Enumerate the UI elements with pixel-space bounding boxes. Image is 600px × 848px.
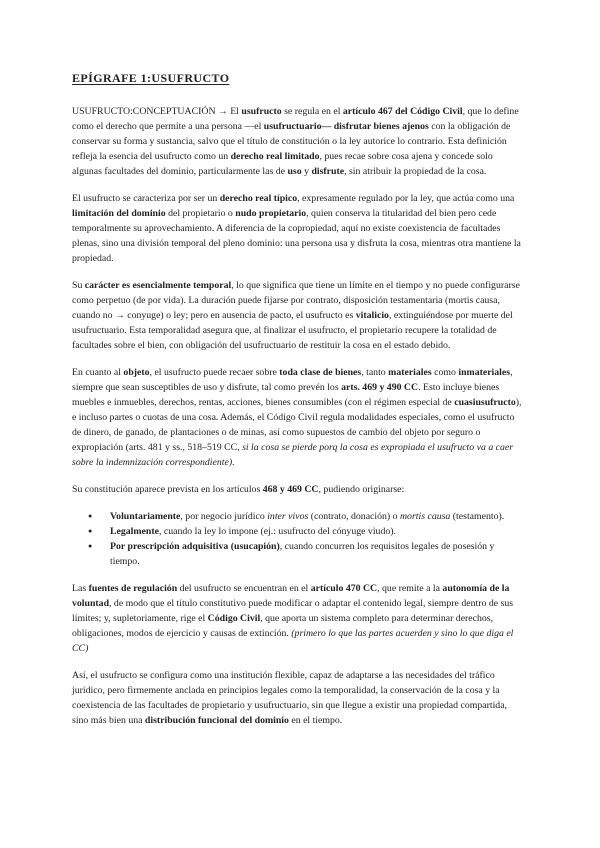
paragraph-constitution: Su constitución aparece prevista en los artículos 468 y 469 CC, pudiendo originarse: [72,484,405,495]
document-body [72,104,524,740]
paragraph-characteristics: El usufructo se caracteriza por ser un derecho real típico, expresamente regulado por la ley, que actúa como una limitación del dominio del propietario o nudo propietario, quien conserva la titularidad del bien pero cede temporalmente su aprovechamiento. A diferencia de la copropiedad, aquí no existe coexistencia de facultades plenas, sino una división temporal del pleno dominio: una persona usa y disfruta la cosa, mientras otra mantiene la propiedad. [72,193,521,264]
list-item: ● Por prescripción adquisitiva (usucapión), cuando concurren los requisitos legales de posesión y tiempo. [72,539,524,569]
paragraph-sources: Las fuentes de regulación del usufructo se encuentran en el artículo 470 CC, que remite a la autonomía de la voluntad, de modo que el título constitutivo puede modificar o adaptar el contenido legal, siempre dentro de sus límites; y, supletoriamente, rige el Código Civil, que aporta un sistema completo para determinar derechos, obligaciones, modos de ejercicio y causas de extinción. (primero lo que las partes acuerden y sino lo que diga el CC) [72,583,514,654]
list-item: ● Legalmente, cuando la ley lo impone (ej.: usufructo del cónyuge viudo). [72,524,524,539]
paragraph-temporality: Su carácter es esencialmente temporal, lo que significa que tiene un límite en el tiempo y no puede configurarse como perpetuo (de por vida). La duración puede fijarse por contrato, disposición testamentaria (mortis causa, cuando no → conyuge) o ley; pero en ausencia de pacto, el usufructo es vitalicio, extinguiéndose por muerte del usufructuario. Esta temporalidad asegura que, al finalizar el usufructo, el propietario recupere la totalidad de facultades sobre el bien, con obligación del usufructuario de restituir la cosa en el estado debido. [72,280,520,351]
list-item: ● Voluntariamente, por negocio jurídico inter vivos (contrato, donación) o mortis causa (testamento). [72,509,524,524]
paragraph-concept: USUFRUCTO:CONCEPTUACIÓN → El usufructo se regula en el artículo 467 del Código Civil, que lo define como el derecho que permite a una persona —el usufructuario— disfrutar bienes ajenos con la obligación de conservar su forma y sustancia, salvo que el título de constitución o la ley autorice lo contrario. Esta definición refleja la esencia del usufructo como un derecho real limitado, pues recae sobre cosa ajena y concede solo algunas facultades del dominio, particularmente las de uso y disfrute, sin atribuir la propiedad de la cosa. [72,106,519,177]
constitution-list [72,509,524,569]
paragraph-conclusion: Así, el usufructo se configura como una institución flexible, capaz de adaptarse a las necesidades del tráfico jurídico, pero firmemente anclada en principios legales como la temporalidad, la conservación de la cosa y la coexistencia de las facultades de propietario y usufructuario, sin que llegue a existir una propiedad compartida, sino más bien una distribución funcional del dominio en el tiempo. [72,670,507,726]
paragraph-object: En cuanto al objeto, el usufructo puede recaer sobre toda clase de bienes, tanto materiales como inmateriales, siempre que sean susceptibles de uso y disfrute, tal como prevén los arts. 469 y 490 CC. Esto incluye bienes muebles e inmuebles, derechos, rentas, acciones, bienes consumibles (con el régimen especial de cuasiusufructo), e incluso partes o cuotas de una cosa. Además, el Código Civil regula modalidades especiales, como el usufructo de dinero, de ganado, de plantaciones o de minas, así como supuestos de cambio del objeto por seguro o expropiación (arts. 481 y ss., 518–519 CC, si la cosa se pierde porq la cosa es expropiada el usufructo va a caer sobre la indemnización correspondiente). [72,367,522,468]
document-title: EPÍGRAFE 1:USUFRUCTO [72,71,230,85]
